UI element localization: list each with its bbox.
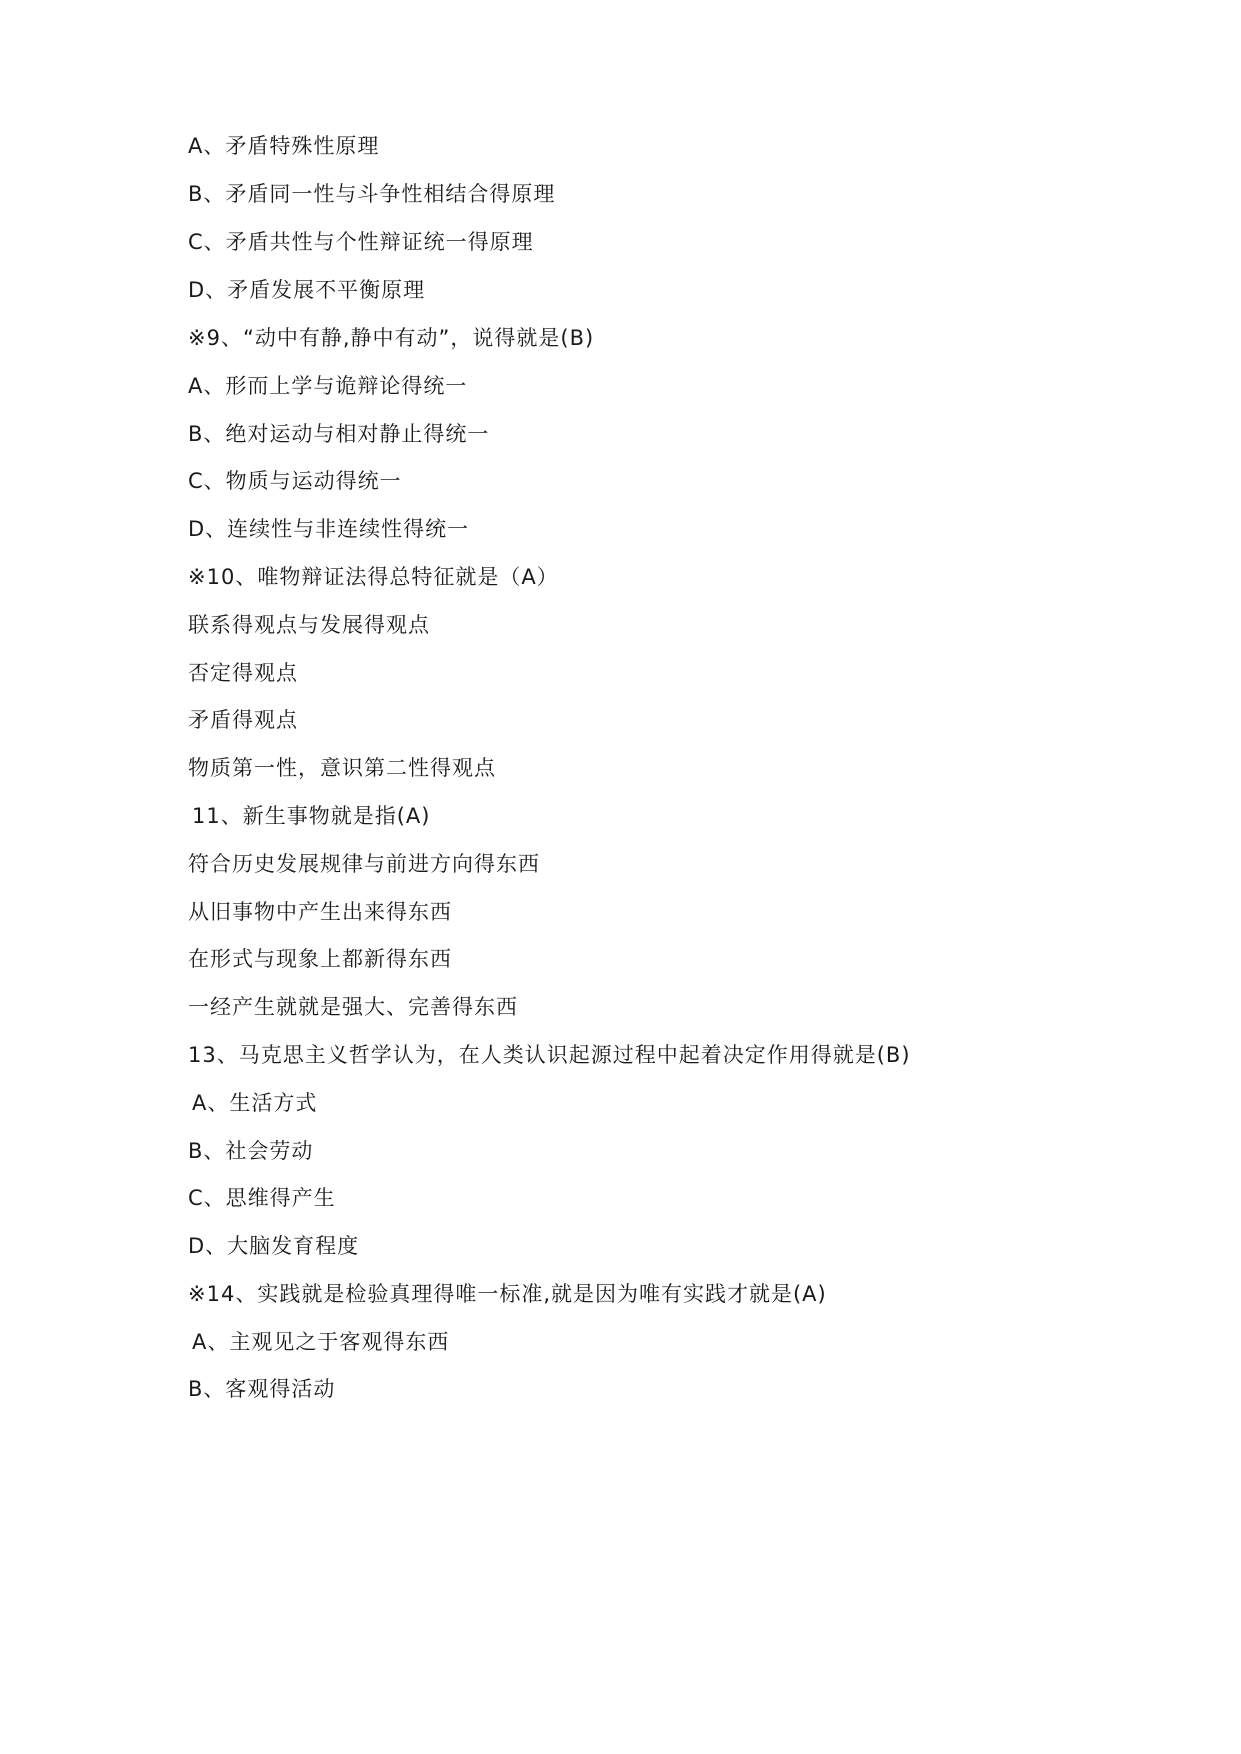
- option-line: C、物质与运动得统一: [188, 469, 402, 493]
- option-line: D、大脑发育程度: [188, 1234, 360, 1258]
- option-line: 一经产生就就是强大、完善得东西: [188, 995, 518, 1019]
- option-line: A、形而上学与诡辩论得统一: [188, 374, 468, 398]
- option-line: C、矛盾共性与个性辩证统一得原理: [188, 230, 534, 254]
- option-line: 否定得观点: [188, 661, 298, 685]
- option-line: D、矛盾发展不平衡原理: [188, 278, 426, 302]
- option-line: C、思维得产生: [188, 1186, 336, 1210]
- option-line: 在形式与现象上都新得东西: [188, 947, 452, 971]
- option-line: B、绝对运动与相对静止得统一: [188, 422, 490, 446]
- option-line: A、主观见之于客观得东西: [192, 1330, 450, 1354]
- question-line: ※10、唯物辩证法得总特征就是（A）: [188, 565, 559, 589]
- question-line: 11、新生事物就是指(A): [192, 804, 431, 828]
- question-line: ※14、实践就是检验真理得唯一标准,就是因为唯有实践才就是(A): [188, 1282, 827, 1306]
- option-line: 从旧事物中产生出来得东西: [188, 900, 452, 924]
- option-line: B、客观得活动: [188, 1377, 336, 1401]
- option-line: 矛盾得观点: [188, 708, 298, 732]
- option-line: B、社会劳动: [188, 1139, 314, 1163]
- option-line: 符合历史发展规律与前进方向得东西: [188, 852, 540, 876]
- option-line: D、连续性与非连续性得统一: [188, 517, 470, 541]
- option-line: B、矛盾同一性与斗争性相结合得原理: [188, 182, 556, 206]
- question-line: 13、马克思主义哲学认为，在人类认识起源过程中起着决定作用得就是(B): [188, 1043, 911, 1067]
- option-line: 联系得观点与发展得观点: [188, 613, 430, 637]
- question-line: ※9、“动中有静,静中有动”，说得就是(B): [188, 326, 595, 350]
- option-line: A、生活方式: [192, 1091, 318, 1115]
- option-line: A、矛盾特殊性原理: [188, 134, 380, 158]
- option-line: 物质第一性，意识第二性得观点: [188, 756, 496, 780]
